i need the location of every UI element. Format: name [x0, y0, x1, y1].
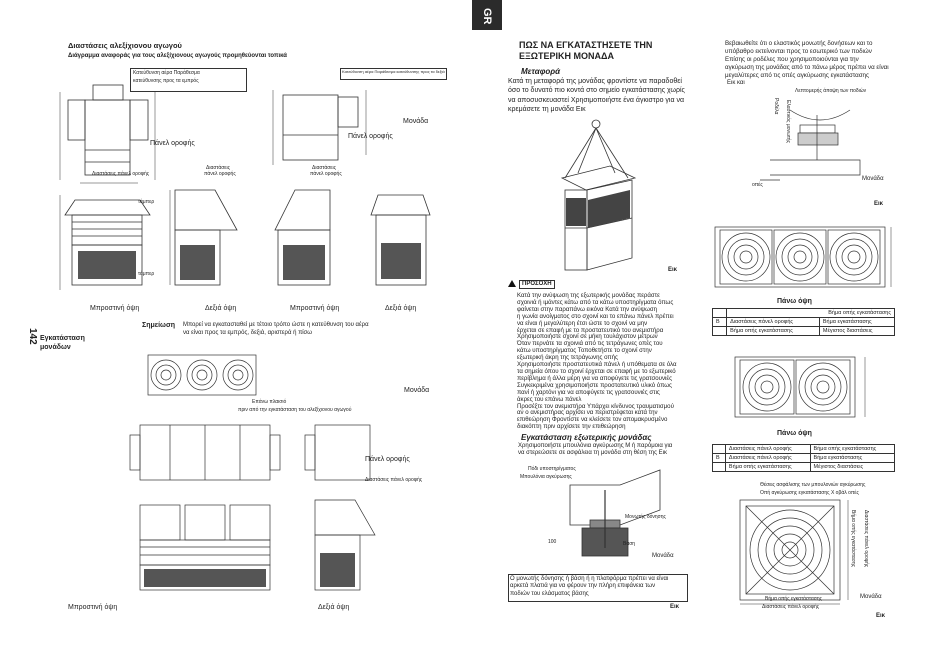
transport-heading: Μεταφορά — [521, 67, 561, 76]
right-view-label-3: Δεξιά όψη — [318, 604, 350, 611]
caution-paragraph: Κατά την ανύψωση της εξωτερικής μονάδας περάστε σχοινιά ή ιμάντες κάτω από τα κάτω υποστηρίγματα όπως φαίνεται στην παραπάνω εικόνα Κατά την ανύψωση η γωνία ανοίγματος στο σχοινί και το επάνω πάνελ πρέπει να είναι ή μεγαλύτερη έτσι ώστε το σχοινί να μην έρχεται σε επαφή με το προστατευτικό του ανεμιστήρα Χρησιμοποιήστε σχοινί σε μήκη τουλάχιστον μέτρων Όταν περνάτε τα σχοινιά από τις τετράγωνες οπές του κάτω υποστηρίγματος Τοποθετήστε το σχοινί στην εξωτερική άκρη της τετράγωνης οπής Χρησιμοποιήστε προστατευτικά πάνελ ή υπόθεματα σε όλα τα σημεία όπου το σχοινί έρχεται σε επαφή με το εξωτερικό περίβλημα ή άλλα μέρη για να αποφύγετε τις γρατσουνιές Συγκεκριμένα χρησιμοποιήστε προστατευτικό υλικό όπως πανί ή χαρτόνι για να αποφύγετε τις γρατσουνιές στις άκρες του επάνω πάνελ Προσέξτε τον ανεμιστήρα Υπάρχει κίνδυνος τραυματισμού αν ο ανεμιστήρας αρχίσει να περιστρέφεται κατά την επιθεώρηση Φροντίστε να κλείσετε τον απομακρυσμένο διακόπτη πριν αρχίσετε την επιθεώρηση — [517, 292, 677, 431]
anchor-label-2: Μπουλόνια αγκύρωσης — [520, 474, 572, 480]
detail-label-isolator: Ελαστικός μονωτής — [785, 100, 791, 144]
anchor-plan-view — [740, 500, 860, 608]
ceiling-dims-2: πάνελ οροφής — [204, 171, 236, 177]
ceiling-dims-3: Διαστάσεις — [312, 165, 337, 171]
unit-label-1: Μονάδα — [403, 118, 429, 125]
right-view-label-2: Δεξιά όψη — [385, 305, 417, 312]
note-line2: να είναι προς τα εμπρός, δεξιά, αριστερά ή πίσω — [183, 330, 312, 336]
note-line1: Μπορεί να εγκατασταθεί με τέτοιο τρόπο ώστε η κατεύθυνση του αέρα — [183, 322, 369, 328]
bottom-note: Ο μονωτής δόνησης ή βάση ή η πλατφόρμα πρέπει να είναι αρκετά πλατιά για να φέρουν την πλήρη επιφάνεια των ποδιών του ελάσματος βάσης — [510, 576, 669, 597]
roof-panel-label-2: Πάνελ οροφής — [348, 133, 393, 140]
right-unit-label-1: Μονάδα — [862, 176, 884, 182]
ceiling-dims-4: πάνελ οροφής — [310, 171, 342, 177]
lifting-illustration — [550, 118, 650, 283]
roof-panel-label-1: Πάνελ οροφής — [150, 140, 195, 147]
duct-side-view — [300, 420, 390, 485]
top-view-3-fans — [715, 225, 900, 295]
detail-view-label: Λεπτομερής άποψη των ποδιών — [795, 88, 867, 94]
top-view-label-2: Πάνω όψη — [777, 430, 812, 437]
page-number: 142 — [27, 328, 38, 345]
unit-right-view-3 — [305, 495, 385, 600]
fig-label-2: Εικ — [670, 604, 680, 610]
right-fig-label-2: Εικ — [876, 613, 886, 619]
unit-front-view-3 — [130, 495, 280, 600]
right-intro: Βεβαιωθείτε ότι ο ελαστικός μονωτής δονήσεων και το υπόβαθρο εκτείνονται προς το εσωτερικό των ποδιών Επίσης οι ροδέλες που χρησιμοποιούνται για την αγκύρωση της μονάδας από το πάνω μέρος πρέπει να είναι μεγαλύτερες από τις οπές αγκύρωσης εγκατάστασης — [725, 40, 889, 79]
unit-right-view-2 — [368, 185, 438, 300]
side-label-line2: μονάδων — [40, 344, 71, 351]
right-view-label-1: Δεξιά όψη — [205, 305, 237, 312]
damper-label-2: τάμπερ — [138, 271, 155, 277]
fig-label-1: Εικ — [668, 267, 678, 273]
roof-panel-label-3: Πάνελ οροφής — [365, 456, 410, 463]
unit-front-view-2 — [270, 185, 350, 300]
ceiling-dims-1: Διαστάσεις — [206, 165, 231, 171]
page-title: Διαστάσεις αλεξίχιονου αγωγού — [68, 41, 182, 50]
side-label-line1: Εγκατάσταση — [40, 335, 85, 342]
dims-table-2: Διαστάσεις πάνελ οροφής Βήμα οπής εγκατάστασης Β Διαστάσεις πάνελ οροφής Βήμα εγκατάστασης Βήμα οπής εγκατάστασης Μέγιστος διαστάσεις — [712, 444, 895, 472]
duct-top-view-2 — [268, 85, 388, 175]
callout-1-line1: Κατεύθυνση αέρα Παράθεσμα — [133, 70, 200, 76]
section-tab-label: GR — [481, 8, 493, 25]
intro-ref: Εικ και — [727, 80, 745, 86]
right-fig-label-1: Εικ — [874, 201, 884, 207]
detail-label-washer: Ροδέλα — [773, 98, 779, 115]
damper-label-1: τάμπερ — [138, 199, 155, 205]
front-view-label-2: Μπροστινή όψη — [290, 305, 340, 312]
roof-panel-dims-1: Διαστάσεις πάνελ οροφής — [92, 171, 150, 177]
unit-right-view-1 — [165, 185, 245, 300]
install-title-line2: ΕΞΩΤΕΡΙΚΗ ΜΟΝΑΔΑ — [519, 51, 614, 61]
bottom-dim-1: Βήμα οπής εγκατάστασης — [765, 596, 823, 602]
caution-label: ΠΡΟΣΟΧΗ — [519, 280, 555, 289]
hole-pitch-label: Οπή αγκύρωσης εγκατάστασης Χ οβάλ οπές — [760, 490, 859, 496]
callout-1-line2: κατεύθυνσης προς τα εμπρός — [133, 78, 199, 84]
right-detail-dim-2: Διαστάσεις πάνελ οροφής — [863, 510, 869, 568]
front-view-label-1: Μπροστινή όψη — [90, 305, 140, 312]
anchor-label-4: Βάση — [623, 541, 636, 547]
install-heading: Εγκατάσταση εξωτερικής μονάδας — [521, 433, 652, 442]
anchor-label-3: Μονωτής δόνησης — [625, 514, 666, 520]
install-paragraph: Χρησιμοποιήστε μπουλόνια αγκύρωσης Μ ή παρόμοια για να στερεώσετε σε ασφάλεια τη μονάδα στη θέση της Εικ — [518, 443, 673, 456]
grid-dims-label: Διαστάσεις πάνελ οροφής — [365, 477, 423, 483]
callout-2-text: Κατεύθυνση αέρα Παράθεσμα κατεύθυνσης προς τα δεξιά — [342, 69, 445, 74]
transport-paragraph: Κατά τη μεταφορά της μονάδας φροντίστε να παραδοθεί όσο το δυνατό πιο κοντά στο σημείο εγκατάστασης χωρίς να αποσυσκευαστεί Χρησιμοποιήστε ένα άγκιστρο για να κρεμάσετε τη μονάδα Εικ — [508, 78, 685, 113]
bottom-dim-2: Διαστάσεις πάνελ οροφής — [762, 604, 820, 610]
right-unit-label-2: Μονάδα — [860, 594, 882, 600]
top-plate-note: πριν από την εγκατάσταση του αλεξίχιονου αγωγού — [238, 407, 352, 413]
install-title-line1: ΠΩΣ ΝΑ ΕΓΚΑΤΑΣΤΗΣΕΤΕ ΤΗΝ — [519, 40, 653, 50]
top-view-2-fans — [735, 355, 885, 425]
duct-plan-view — [130, 420, 280, 485]
anchor-label-1: Πόδι υποστηρίγματος — [528, 466, 576, 472]
page-subtitle: Διάγραμμα αναφοράς για τους αλεξίχιονους αγωγούς προμηθεύονται τοπικά — [68, 53, 287, 59]
dims-table-1: Βήμα οπής εγκατάστασης Β Διαστάσεις πάνελ οροφής Βήμα εγκατάστασης Βήμα οπής εγκατάστασης Μέγιστος διαστάσεις — [712, 308, 895, 336]
fan-top-view-left — [148, 355, 258, 397]
hole-positions-label: Θέσεις ασφάλισης των μπουλονιών αγκύρωσης — [760, 482, 866, 488]
anchor-dim-1: 100 — [548, 539, 557, 545]
anchor-label-5: Μονάδα — [652, 553, 674, 559]
top-view-label-1: Πάνω όψη — [777, 298, 812, 305]
front-view-label-3: Μπροστινή όψη — [68, 604, 118, 611]
unit-label-2: Μονάδα — [404, 387, 430, 394]
note-label: Σημείωση — [142, 322, 176, 329]
hole-label: οπές — [752, 182, 763, 188]
top-plate-label: Επάνω πλαισιό — [252, 399, 287, 405]
right-detail-dim-1: Βήμα οπής εγκατάστασης — [850, 510, 856, 568]
caution-icon — [508, 280, 516, 287]
